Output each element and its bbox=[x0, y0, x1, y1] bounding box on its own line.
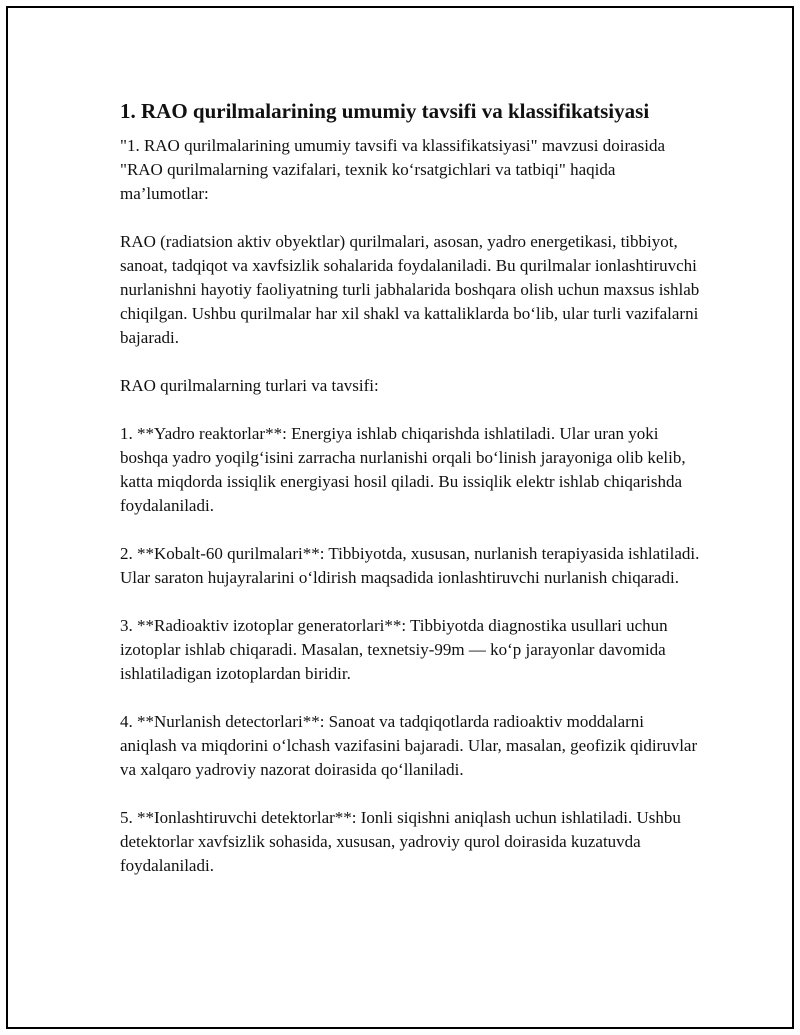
list-item-ionizing-detectors: 5. **Ionlashtiruvchi detektorlar**: Ionli siqishni aniqlash uchun ishlatiladi. Ushbu detektorlar xavfsizlik sohasida, xususan, yadroviy qurol doirasida kuzatuvda foydalaniladi. bbox=[120, 808, 681, 875]
intro-paragraph: "1. RAO qurilmalarining umumiy tavsifi va klassifikatsiyasi" mavzusi doirasida "RAO qurilmalarning vazifalari, texnik ko‘rsatgichlari va tatbiqi" haqida ma’lumotlar: bbox=[120, 136, 666, 203]
document-body bbox=[120, 98, 700, 902]
list-item-cobalt-60: 2. **Kobalt-60 qurilmalari**: Tibbiyotda, xususan, nurlanish terapiyasida ishlatiladi. Ular saraton hujayralarini o‘ldirish maqsadida ionlashtiruvchi nurlanish chiqaradi. bbox=[120, 544, 700, 587]
list-item-nuclear-reactors: 1. **Yadro reaktorlar**: Energiya ishlab chiqarishda ishlatiladi. Ular uran yoki boshqa yadro yoqilg‘isini zarracha nurlanishi orqali bo‘linish jarayoniga olib kelib, katta miqdorda issiqlik energiyasi hosil qiladi. Bu issiqlik elektr ishlab chiqarishda foydalaniladi. bbox=[120, 424, 686, 515]
page-frame bbox=[6, 6, 794, 1029]
document-title: 1. RAO qurilmalarining umumiy tavsifi va klassifikatsiyasi bbox=[120, 99, 650, 123]
types-heading-paragraph: RAO qurilmalarning turlari va tavsifi: bbox=[120, 376, 379, 395]
list-item-radiation-detectors: 4. **Nurlanish detectorlari**: Sanoat va tadqiqotlarda radioaktiv moddalarni aniqlash va miqdorini o‘lchash vazifasini bajaradi. Ular, masalan, geofizik qidiruvlar va xalqaro yadroviy nazorat doirasida qo‘llaniladi. bbox=[120, 712, 698, 779]
overview-paragraph: RAO (radiatsion aktiv obyektlar) qurilmalari, asosan, yadro energetikasi, tibbiyot, sanoat, tadqiqot va xavfsizlik sohalarida foydalaniladi. Bu qurilmalar ionlashtiruvchi nurlanishni hayotiy faoliyatning turli jabhalarida boshqara olish uchun maxsus ishlab chiqilgan. Ushbu qurilmalar har xil shakl va kattaliklarda bo‘lib, ular turli vazifalarni bajaradi. bbox=[120, 232, 700, 347]
list-item-isotope-generators: 3. **Radioaktiv izotoplar generatorlari**: Tibbiyotda diagnostika usullari uchun izotoplar ishlab chiqaradi. Masalan, texnetsiy-99m — ko‘p jarayonlar davomida ishlatiladigan izotoplardan biridir. bbox=[120, 616, 668, 683]
